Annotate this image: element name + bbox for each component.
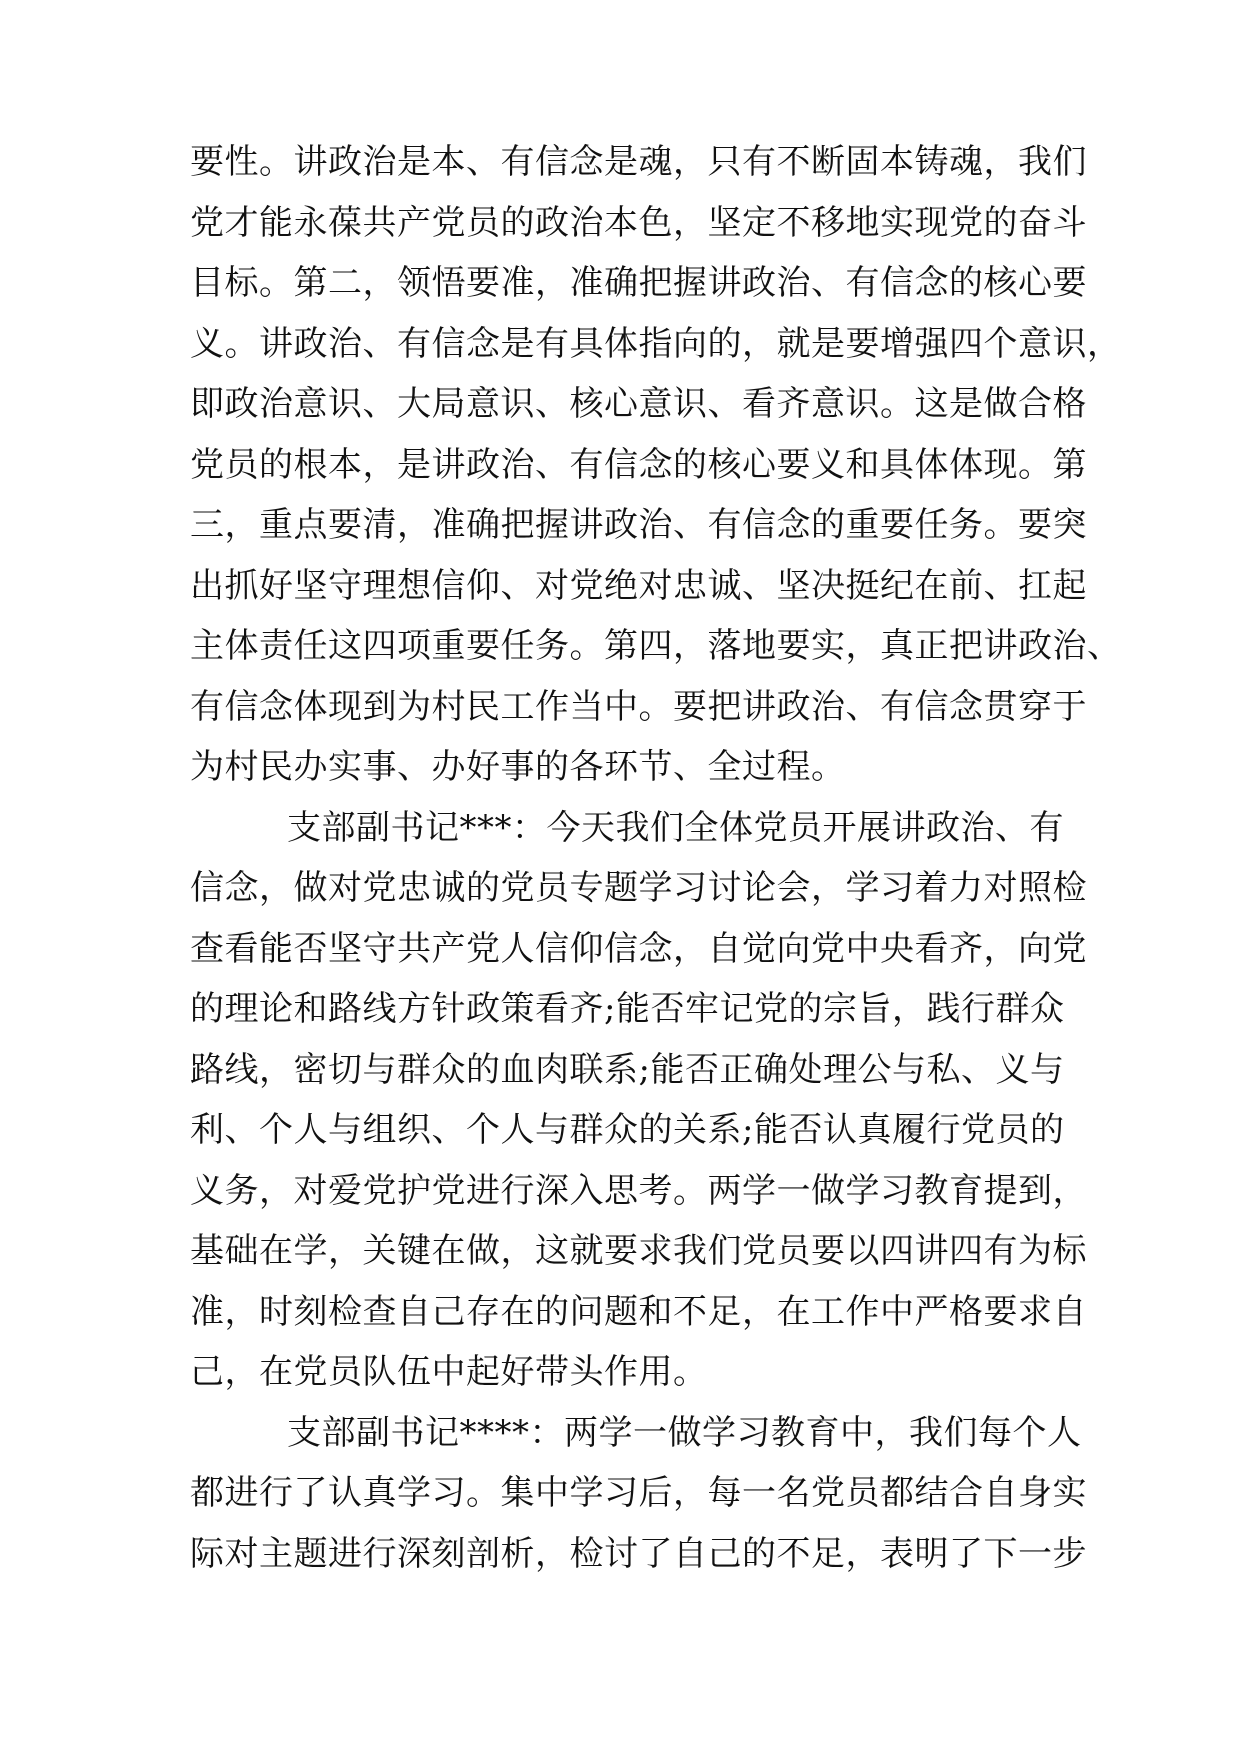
- text-line: 党员的根本，是讲政治、有信念的核心要义和具体体现。第: [190, 444, 1087, 485]
- text-line: 出抓好坚守理想信仰、对党绝对忠诚、坚决挺纪在前、扛起: [190, 565, 1087, 606]
- text-line: 信念，做对党忠诚的党员专题学习讨论会，学习着力对照检: [190, 868, 1087, 908]
- text-line: 三，重点要清，准确把握讲政治、有信念的重要任务。要突: [190, 505, 1087, 545]
- text-line: 的理论和路线方针政策看齐;能否牢记党的宗旨，践行群众: [190, 989, 1065, 1029]
- paragraph-end-line: 己，在党员队伍中起好带头作用。: [190, 1352, 708, 1392]
- text-line: 路线，密切与群众的血肉联系;能否正确处理公与私、义与: [190, 1049, 1065, 1090]
- text-line: 有信念体现到为村民工作当中。要把讲政治、有信念贯穿于: [190, 686, 1087, 727]
- text-line: 利、个人与组织、个人与群众的关系;能否认真履行党员的: [190, 1110, 1065, 1150]
- paragraph-start-line: 支部副书记****：两学一做学习教育中，我们每个人: [287, 1412, 1082, 1453]
- text-line: 义务，对爱党护党进行深入思考。两学一做学习教育提到，: [190, 1170, 1087, 1211]
- text-line: 目标。第二，领悟要准，准确把握讲政治、有信念的核心要: [190, 263, 1087, 303]
- text-line: 要性。讲政治是本、有信念是魂，只有不断固本铸魂，我们: [190, 142, 1087, 182]
- text-line: 党才能永葆共产党员的政治本色，坚定不移地实现党的奋斗: [190, 202, 1087, 243]
- text-line: 即政治意识、大局意识、核心意识、看齐意识。这是做合格: [190, 384, 1087, 424]
- paragraph-start-line: 支部副书记***：今天我们全体党员开展讲政治、有: [287, 807, 1064, 848]
- text-line: 准，时刻检查自己存在的问题和不足，在工作中严格要求自: [190, 1291, 1087, 1332]
- text-line: 义。讲政治、有信念是有具体指向的，就是要增强四个意识，: [190, 323, 1122, 364]
- text-line: 都进行了认真学习。集中学习后，每一名党员都结合自身实: [190, 1473, 1087, 1513]
- text-line: 查看能否坚守共产党人信仰信念，自觉向党中央看齐，向党: [190, 928, 1087, 969]
- text-line: 际对主题进行深刻剖析，检讨了自己的不足，表明了下一步: [190, 1533, 1087, 1574]
- paragraph-end-line: 为村民办实事、办好事的各环节、全过程。: [190, 747, 846, 787]
- text-line: 主体责任这四项重要任务。第四，落地要实，真正把讲政治、: [190, 626, 1122, 666]
- text-line: 基础在学，关键在做，这就要求我们党员要以四讲四有为标: [190, 1231, 1087, 1271]
- body-text: [190, 132, 1122, 1584]
